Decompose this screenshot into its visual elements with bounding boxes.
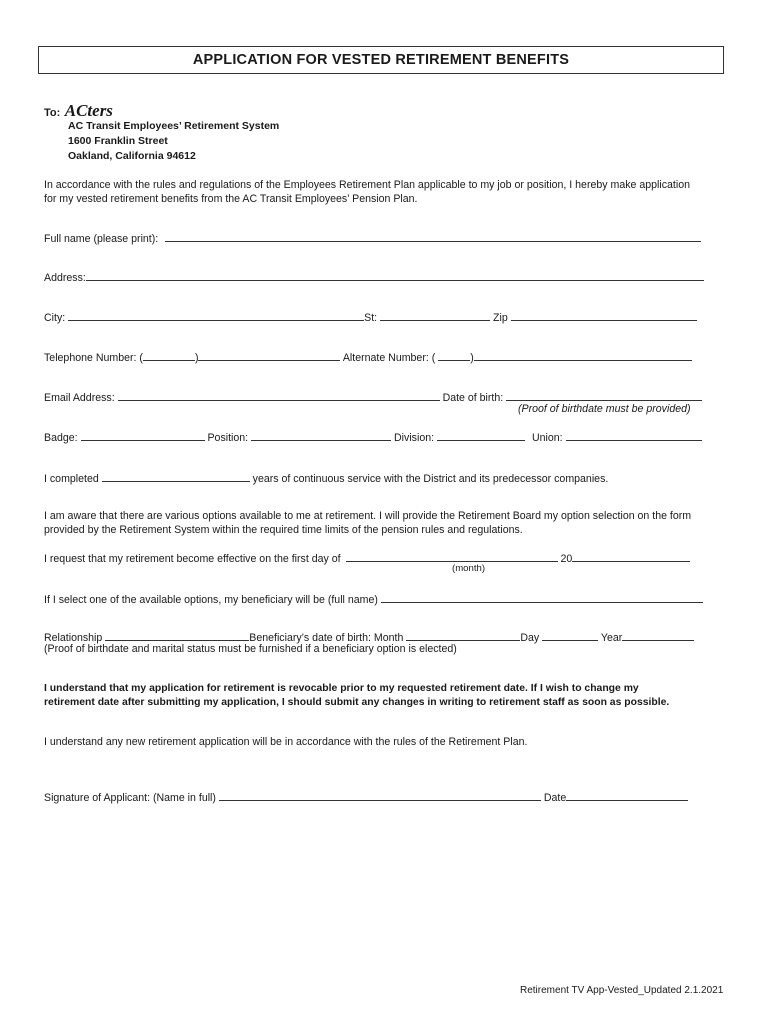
beneficiary-row bbox=[44, 591, 703, 606]
date-label: Date bbox=[543, 792, 567, 804]
acters-logo: ACters bbox=[64, 101, 113, 120]
service-years-row bbox=[44, 470, 608, 485]
revocable-line-2: retirement date after submitting my application, I should submit any changes in writing to retirement staff as soon as possible. bbox=[44, 697, 670, 708]
date-blank[interactable] bbox=[566, 789, 688, 801]
intro-paragraph bbox=[44, 178, 690, 206]
signature-blank[interactable] bbox=[219, 789, 541, 801]
address-row bbox=[44, 269, 704, 284]
email-blank[interactable] bbox=[118, 389, 440, 401]
badge-label: Badge: bbox=[44, 432, 78, 444]
division-label: Division: bbox=[394, 432, 435, 444]
options-paragraph bbox=[44, 509, 691, 537]
telephone-blank[interactable] bbox=[198, 349, 340, 361]
full-name-label: Full name (please print): bbox=[44, 233, 159, 245]
intro-line-2: for my vested retirement benefits from the AC Transit Employees’ Pension Plan. bbox=[44, 193, 418, 205]
alternate-label: Alternate Number: ( bbox=[342, 352, 436, 364]
footer-version: Retirement TV App-Vested_Updated 2.1.2021 bbox=[520, 985, 724, 996]
alternate-paren: ) bbox=[470, 352, 474, 364]
address-label: Address: bbox=[44, 272, 86, 284]
full-name-blank[interactable] bbox=[165, 230, 701, 242]
form-title-box bbox=[38, 46, 724, 74]
effective-year-blank[interactable] bbox=[572, 550, 690, 562]
badge-blank[interactable] bbox=[81, 429, 205, 441]
bene-year-blank[interactable] bbox=[622, 629, 694, 641]
relationship-blank[interactable] bbox=[105, 629, 249, 641]
email-label: Email Address: bbox=[44, 392, 115, 404]
zip-blank[interactable] bbox=[511, 309, 697, 321]
service-years-blank[interactable] bbox=[102, 470, 250, 482]
address-line-3: Oakland, California 94612 bbox=[68, 150, 196, 162]
proof-note: (Proof of birthdate and marital status must be furnished if a beneficiary option is elected) bbox=[44, 643, 457, 655]
signature-row bbox=[44, 789, 688, 804]
form-title: APPLICATION FOR VESTED RETIREMENT BENEFITS bbox=[192, 52, 570, 68]
badge-row bbox=[44, 429, 702, 444]
address-blank[interactable] bbox=[86, 269, 704, 281]
relationship-row bbox=[44, 629, 694, 644]
beneficiary-blank[interactable] bbox=[381, 591, 703, 603]
relationship-label: Relationship bbox=[44, 632, 103, 644]
intro-line-1: In accordance with the rules and regulations of the Employees Retirement Plan applicable to my job or position, I hereby make application bbox=[44, 179, 690, 191]
month-caption: (month) bbox=[452, 563, 486, 574]
telephone-paren: ) bbox=[194, 352, 199, 364]
alternate-blank[interactable] bbox=[474, 349, 692, 361]
address-line-2: 1600 Franklin Street bbox=[68, 135, 168, 147]
beneficiary-label: If I select one of the available options, my beneficiary will be (full name) bbox=[44, 594, 378, 606]
state-blank[interactable] bbox=[380, 309, 490, 321]
union-label: Union: bbox=[531, 432, 563, 444]
telephone-row bbox=[44, 349, 692, 364]
division-blank[interactable] bbox=[437, 429, 525, 441]
city-blank[interactable] bbox=[68, 309, 364, 321]
telephone-area-blank[interactable] bbox=[143, 349, 195, 361]
state-label: St: bbox=[364, 312, 378, 324]
rules-statement: I understand any new retirement application will be in accordance with the rules of the Retirement Plan. bbox=[44, 736, 528, 748]
revocable-line-1: I understand that my application for retirement is revocable prior to my requested retirement date. If I wish to change my bbox=[44, 683, 639, 694]
bene-month-blank[interactable] bbox=[406, 629, 520, 641]
full-name-row bbox=[44, 230, 701, 245]
position-blank[interactable] bbox=[251, 429, 391, 441]
position-label: Position: bbox=[207, 432, 249, 444]
completed-suffix: years of continuous service with the District and its predecessor companies. bbox=[252, 473, 609, 485]
options-line-2: provided by the Retirement System within the required time limits of the pension rules and regulations. bbox=[44, 524, 523, 536]
to-label: To: bbox=[44, 107, 61, 119]
effective-year-prefix: 20 bbox=[560, 553, 573, 565]
city-row bbox=[44, 309, 697, 324]
address-line-1: AC Transit Employees’ Retirement System bbox=[68, 120, 280, 132]
city-label: City: bbox=[44, 312, 66, 324]
email-row bbox=[44, 389, 702, 404]
dob-label: Date of birth: bbox=[442, 392, 504, 404]
dob-blank[interactable] bbox=[506, 389, 702, 401]
to-line bbox=[44, 101, 113, 121]
union-blank[interactable] bbox=[566, 429, 702, 441]
effective-date-row bbox=[44, 550, 690, 565]
effective-month-blank[interactable] bbox=[346, 550, 558, 562]
day-label: Day bbox=[520, 632, 540, 644]
recipient-address bbox=[68, 119, 279, 164]
beneficiary-dob-label: Beneficiary’s date of birth: Month bbox=[249, 632, 404, 644]
signature-label: Signature of Applicant: (Name in full) bbox=[44, 792, 216, 804]
alternate-area-blank[interactable] bbox=[438, 349, 470, 361]
bene-day-blank[interactable] bbox=[542, 629, 598, 641]
revocable-paragraph bbox=[44, 682, 669, 710]
telephone-label: Telephone Number: ( bbox=[44, 352, 143, 364]
completed-label: I completed bbox=[44, 473, 99, 485]
options-line-1: I am aware that there are various options available to me at retirement. I will provide the Retirement Board my option selection on the form bbox=[44, 510, 692, 522]
zip-label: Zip bbox=[493, 312, 508, 324]
year-label: Year bbox=[600, 632, 623, 644]
effective-label: I request that my retirement become effective on the first day of bbox=[44, 553, 341, 565]
dob-note: (Proof of birthdate must be provided) bbox=[518, 403, 691, 415]
